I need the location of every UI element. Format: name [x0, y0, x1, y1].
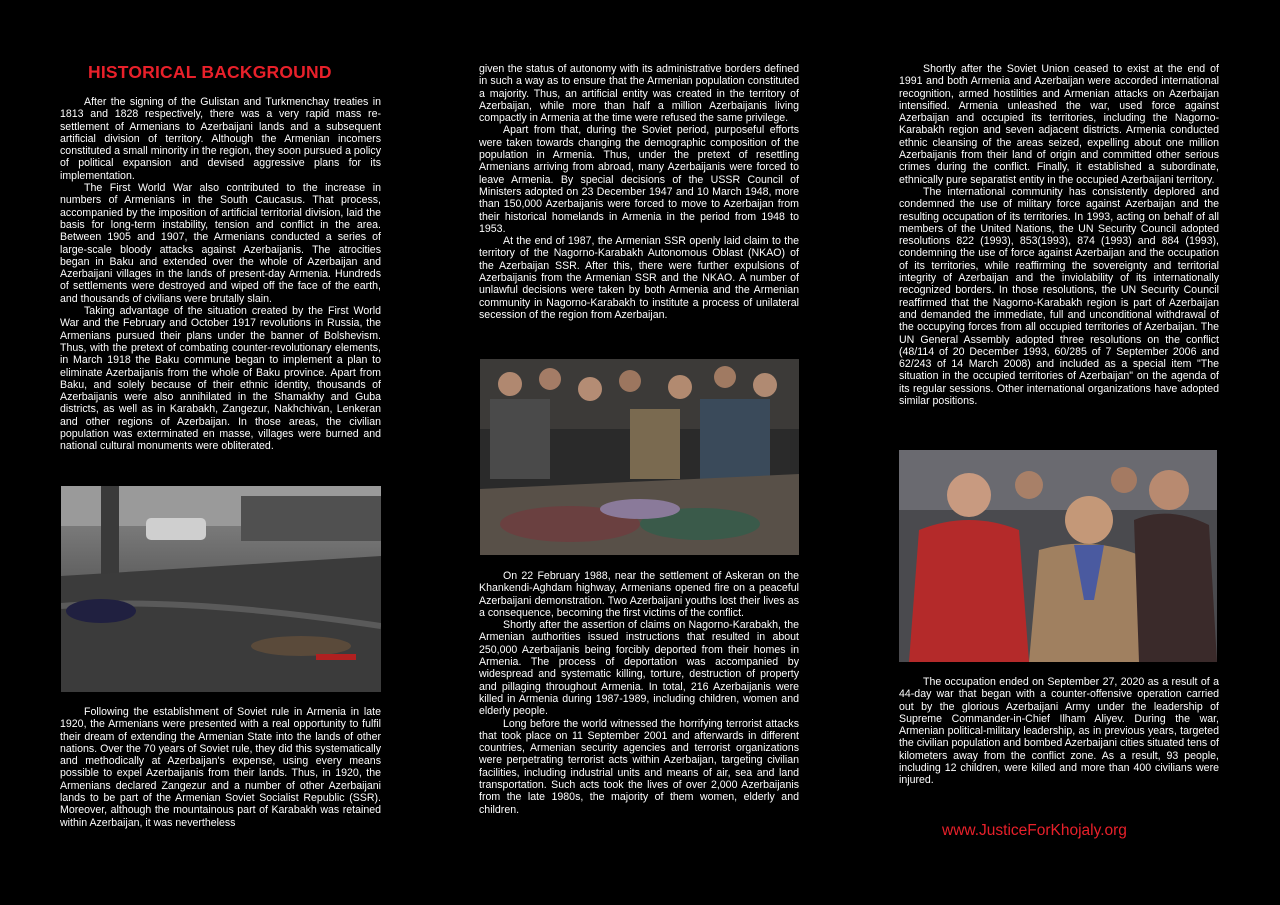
- paragraph: The occupation ended on September 27, 2020 as a result of a 44-day war that began with a counter-offensive operation carried out by the glorious Azerbaijani Army under the leadership of Supreme Commander-in-Chief Ilham Aliyev. During the war, Armenian political-military leadership, as in previous years, targeted the civilian population and bombed Azerbaijani cities situated tens of kilometers away from the conflict zone. As a result, 93 people, including 12 children, were killed and more than 400 civilians were injured.: [899, 676, 1219, 787]
- photo-grieving-women: [899, 450, 1217, 662]
- paragraph: The international community has consistently deplored and condemned the use of military force against Azerbaijan and the resulting occupation of its territories. In 1993, acting on behalf of all members of the United Nations, the UN Security Council adopted resolutions 822 (1993), 853(1993), 874 (1993) and 884 (1993), condemning the use of force against Azerbaijan and the occupation of its territories, while reaffirming the sovereignty and territorial integrity of Azerbaijan and the inviolability of its internationally recognized borders. In those resolutions, the UN Security Council reaffirmed that the Nagorno-Karabakh region is part of Azerbaijan and demanded the immediate, full and unconditional withdrawal of the occupying forces from all occupied territories of Azerbaijan. The UN General Assembly adopted three resolutions on the conflict (48/114 of 20 December 1993, 60/285 of 7 September 2006 and 62/243 of 14 March 2008) and included as a special item "The situation in the occupied territories of Azerbaijan" on the agenda of its regular sessions. Other international organizations have adopted similar positions.: [899, 185, 1219, 408]
- paragraph: On 22 February 1988, near the settlement of Askeran on the Khankendi-Aghdam highway, Armenians opened fire on a peaceful Azerbaijani demonstration. Two Azerbaijani youths lost their lives as a consequence, becoming the first victims of the conflict.: [479, 570, 799, 619]
- website-link[interactable]: www.JusticeForKhojaly.org: [942, 822, 1127, 839]
- paragraph: given the status of autonomy with its administrative borders defined in such a way as to ensure that the Armenian population constituted a majority. Thus, an artificial entity was created in the territory of Azerbaijan, while more than half a million Azerbaijanis living compactly in Armenia at the time were refused the same privilege.: [479, 63, 799, 125]
- paragraph: After the signing of the Gulistan and Turkmenchay treaties in 1813 and 1828 respectively, there was a very rapid mass re-settlement of Armenians to Azerbaijani lands and a subsequent artificial division of territory. Although the Armenian incomers constituted a small minority in the region, they soon pursued a policy of political expansion and devised aggressive plans for its implementation.: [60, 96, 381, 182]
- paragraph: Taking advantage of the situation created by the First World War and the February and October 1917 revolutions in Russia, the Armenians pursued their plans under the banner of Bolshevism. Thus, with the pretext of combating counter-revolutionary elements, in March 1918 the Baku commune began to implement a plan to eliminate Azerbaijanis from the whole of Baku province. Apart from Baku, and solely because of their ethnic identity, thousands of Azerbaijanis were also annihilated in the Shamakhy and Guba districts, as well as in Karabakh, Zangezur, Nakhchivan, Lenkeran and other regions of Azerbaijan. In those areas, the civilian population was exterminated en masse, villages were burned and national cultural monuments were obliterated.: [60, 305, 381, 453]
- photo-mourning-crowd: [480, 359, 799, 555]
- page-title: HISTORICAL BACKGROUND: [88, 62, 332, 82]
- photo-street-aftermath: [61, 486, 381, 692]
- paragraph: The First World War also contributed to the increase in numbers of Armenians in the South Caucasus. That process, accompanied by the imposition of artificial territorial division, laid the basis for long-term instability, tension and conflict in the area. Between 1905 and 1907, the Armenians conducted a series of large-scale bloody attacks against Azerbaijanis. The atrocities began in Baku and extended over the whole of Azerbaijan and Azerbaijani villages in the lands of present-day Armenia. Hundreds of settlements were destroyed and wiped off the face of the earth, and thousands of civilians were brutally slain.: [60, 182, 381, 305]
- column-1-top: [60, 96, 381, 453]
- column-2-bottom: [479, 570, 799, 816]
- paragraph: Shortly after the assertion of claims on Nagorno-Karabakh, the Armenian authorities issued instructions that resulted in about 250,000 Azerbaijanis being forcibly deported from their homes in Armenia. The process of deportation was accompanied by widespread and systematic killing, torture, destruction of property and pillaging throughout Armenia. In total, 216 Azerbaijanis were killed in Armenia during 1987-1989, including children, women and elderly people.: [479, 619, 799, 718]
- paragraph: Apart from that, during the Soviet period, purposeful efforts were taken towards changing the demographic composition of the population in Armenia. Thus, under the pretext of resettling Armenians arriving from abroad, many Azerbaijanis were forced to leave Armenia. By special decisions of the USSR Council of Ministers adopted on 23 December 1947 and 10 March 1948, more than 150,000 Azerbaijanis were forced to move to Azerbaijan from their historical homelands in Armenia in the period from 1948 to 1953.: [479, 124, 799, 235]
- column-2-top: [479, 63, 799, 321]
- paragraph: At the end of 1987, the Armenian SSR openly laid claim to the territory of the Nagorno-Karabakh Autonomous Oblast (NKAO) of the Azerbaijan SSR. After this, there were further expulsions of Azerbaijanis from the Armenian SSR and the NKAO. A number of unlawful decisions were taken by both Armenia and the Armenian community in Nagorno-Karabakh to institute a process of unilateral secession of the region from Azerbaijan.: [479, 235, 799, 321]
- paragraph: Long before the world witnessed the horrifying terrorist attacks that took place on 11 September 2001 and afterwards in different countries, Armenian security agencies and terrorist organizations were perpetrating terrorist acts within Azerbaijan, targeting civilian facilities, including industrial units and means of air, sea and land transportation. Such acts took the lives of over 2,000 Azerbaijanis from the late 1980s, the majority of them women, elderly and children.: [479, 717, 799, 816]
- column-3-top: [899, 63, 1219, 407]
- column-3-bottom: [899, 676, 1219, 787]
- column-1-bottom: [60, 706, 381, 829]
- paragraph: Shortly after the Soviet Union ceased to exist at the end of 1991 and both Armenia and Azerbaijan were accorded international recognition, armed hostilities and Armenian attacks on Azerbaijan intensified. Armenia unleashed the war, used force against Azerbaijan and occupied its territories, including the Nagorno-Karabakh region and seven adjacent districts. Armenia conducted ethnic cleansing of the areas seized, expelling about one million Azerbaijanis from their land of origin and committed other serious crimes during the conflict. Finally, it established a subordinate, ethnically pure separatist entity in the occupied Azerbaijani territory.: [899, 63, 1219, 186]
- paragraph: Following the establishment of Soviet rule in Armenia in late 1920, the Armenians were presented with a real opportunity to fulfil their dream of extending the Armenian State into the lands of other nations. Over the 70 years of Soviet rule, they did this systematically and methodically at Azerbaijan's expense, using every means possible to expel Azerbaijanis from their lands. Thus, in 1920, the Armenians declared Zangezur and a number of other Azerbaijani lands to be part of the Armenian Soviet Socialist Republic (SSR). Moreover, although the mountainous part of Karabakh was retained within Azerbaijan, it was nevertheless: [60, 706, 381, 829]
